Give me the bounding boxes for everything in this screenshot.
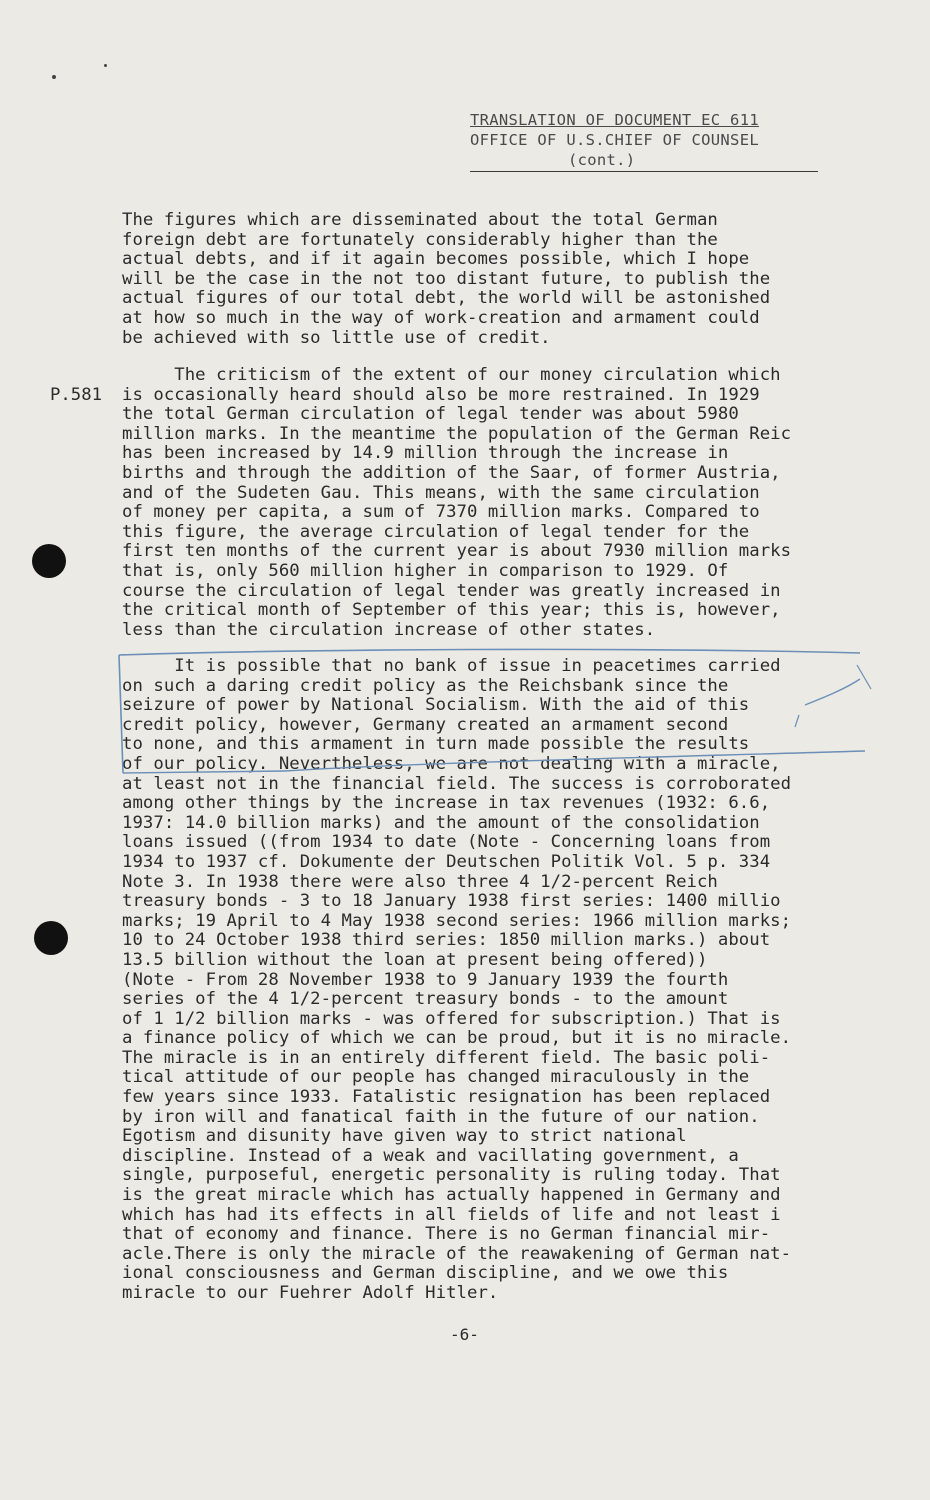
- header-office: OFFICE OF U.S.CHIEF OF COUNSEL: [470, 131, 759, 149]
- text-line: and of the Sudeten Gau. This means, with the same circulation: [122, 482, 760, 503]
- text-line: ional consciousness and German discipline, and we owe this: [122, 1263, 729, 1284]
- text-line: to none, and this armament in turn made possible the results: [122, 734, 750, 755]
- text-line: miracle to our Fuehrer Adolf Hitler.: [122, 1283, 499, 1303]
- text-line: 1937: 14.0 billion marks) and the amount of the consolidation: [122, 812, 760, 833]
- text-line: of money per capita, a sum of 7370 million marks. Compared to: [122, 502, 760, 523]
- text-line: on such a daring credit policy as the Reichsbank since the: [122, 675, 729, 696]
- text-line: 1934 to 1937 cf. Dokumente der Deutschen Politik Vol. 5 p. 334: [122, 851, 771, 872]
- text-line: which has had its effects in all fields of life and not least i: [122, 1204, 781, 1225]
- text-line: course the circulation of legal tender was greatly increased in: [122, 580, 781, 601]
- page-number: -6-: [450, 1325, 479, 1344]
- text-line: the total German circulation of legal tender was about 5980: [122, 404, 739, 425]
- text-line: acle.There is only the miracle of the reawakening of German nat-: [122, 1243, 792, 1264]
- text-line: The criticism of the extent of our money circulation which: [122, 365, 781, 385]
- text-line: first ten months of the current year is about 7930 million marks: [122, 541, 792, 562]
- text-line: discipline. Instead of a weak and vacillating government, a: [122, 1145, 739, 1166]
- text-line: a finance policy of which we can be proud, but it is no miracle.: [122, 1028, 792, 1049]
- paper-speck: [104, 64, 107, 67]
- text-line: less than the circulation increase of other states.: [122, 619, 656, 640]
- text-line: few years since 1933. Fatalistic resignation has been replaced: [122, 1087, 771, 1108]
- text-line: Egotism and disunity have given way to strict national: [122, 1126, 687, 1147]
- text-line: be achieved with so little use of credit.: [122, 327, 551, 348]
- text-line: Note 3. In 1938 there were also three 4 1/2-percent Reich: [122, 871, 718, 892]
- header-title: TRANSLATION OF DOCUMENT EC 611: [470, 111, 759, 129]
- text-line: loans issued ((from 1934 to date (Note - Concerning loans from: [122, 832, 771, 853]
- text-line: of our policy. Nevertheless, we are not dealing with a miracle,: [122, 753, 781, 774]
- text-line: the critical month of September of this year; this is, however,: [122, 600, 781, 621]
- text-line: has been increased by 14.9 million through the increase in: [122, 443, 729, 464]
- text-line: actual figures of our total debt, the world will be astonished: [122, 288, 771, 309]
- text-line: foreign debt are fortunately considerably higher than the: [122, 229, 718, 250]
- text-line: that is, only 560 million higher in comparison to 1929. Of: [122, 560, 729, 581]
- text-line: at least not in the financial field. The success is corroborated: [122, 773, 792, 794]
- text-line: at how so much in the way of work-creation and armament could: [122, 307, 760, 328]
- header-rule: [470, 171, 818, 172]
- text-line: million marks. In the meantime the population of the German Reic: [122, 423, 792, 444]
- text-line: credit policy, however, Germany created an armament second: [122, 714, 729, 735]
- text-line: The miracle is in an entirely different field. The basic poli-: [122, 1047, 771, 1068]
- text-line: single, purposeful, energetic personality is ruling today. That: [122, 1165, 781, 1186]
- text-line: 10 to 24 October 1938 third series: 1850 million marks.) about: [122, 930, 771, 951]
- binder-hole: [32, 544, 66, 578]
- text-line: treasury bonds - 3 to 18 January 1938 first series: 1400 millio: [122, 891, 781, 912]
- text-line: births and through the addition of the Saar, of former Austria,: [122, 462, 781, 483]
- text-line: marks; 19 April to 4 May 1938 second series: 1966 million marks;: [122, 910, 792, 931]
- text-line: will be the case in the not too distant future, to publish the: [122, 268, 771, 289]
- paragraph-credit-policy: [122, 657, 872, 1304]
- text-line: is occasionally heard should also be more restrained. In 1929: [122, 384, 760, 405]
- text-line: seizure of power by National Socialism. With the aid of this: [122, 695, 750, 716]
- paragraph-money-circulation: [122, 366, 872, 640]
- text-line: of 1 1/2 billion marks - was offered for subscription.) That is: [122, 1008, 781, 1029]
- header-continued: (cont.): [568, 151, 636, 169]
- text-line: actual debts, and if it again becomes possible, which I hope: [122, 249, 750, 270]
- text-line: among other things by the increase in tax revenues (1932: 6.6,: [122, 793, 771, 814]
- text-line: The figures which are disseminated about the total German: [122, 210, 718, 230]
- binder-hole: [34, 921, 68, 955]
- text-line: is the great miracle which has actually happened in Germany and: [122, 1185, 781, 1206]
- text-line: that of economy and finance. There is no German financial mir-: [122, 1224, 771, 1245]
- document-header: [470, 110, 830, 170]
- margin-page-reference: P.581: [50, 385, 103, 405]
- text-line: by iron will and fanatical faith in the future of our nation.: [122, 1106, 760, 1127]
- text-line: series of the 4 1/2-percent treasury bonds - to the amount: [122, 989, 729, 1010]
- text-line: It is possible that no bank of issue in peacetimes carried: [122, 656, 781, 676]
- text-line: this figure, the average circulation of legal tender for the: [122, 521, 750, 542]
- text-line: 13.5 billion without the loan at present being offered)): [122, 949, 708, 970]
- paper-speck: [52, 75, 56, 79]
- text-line: tical attitude of our people has changed miraculously in the: [122, 1067, 750, 1088]
- text-line: (Note - From 28 November 1938 to 9 January 1939 the fourth: [122, 969, 729, 990]
- paragraph-foreign-debt: [122, 211, 872, 348]
